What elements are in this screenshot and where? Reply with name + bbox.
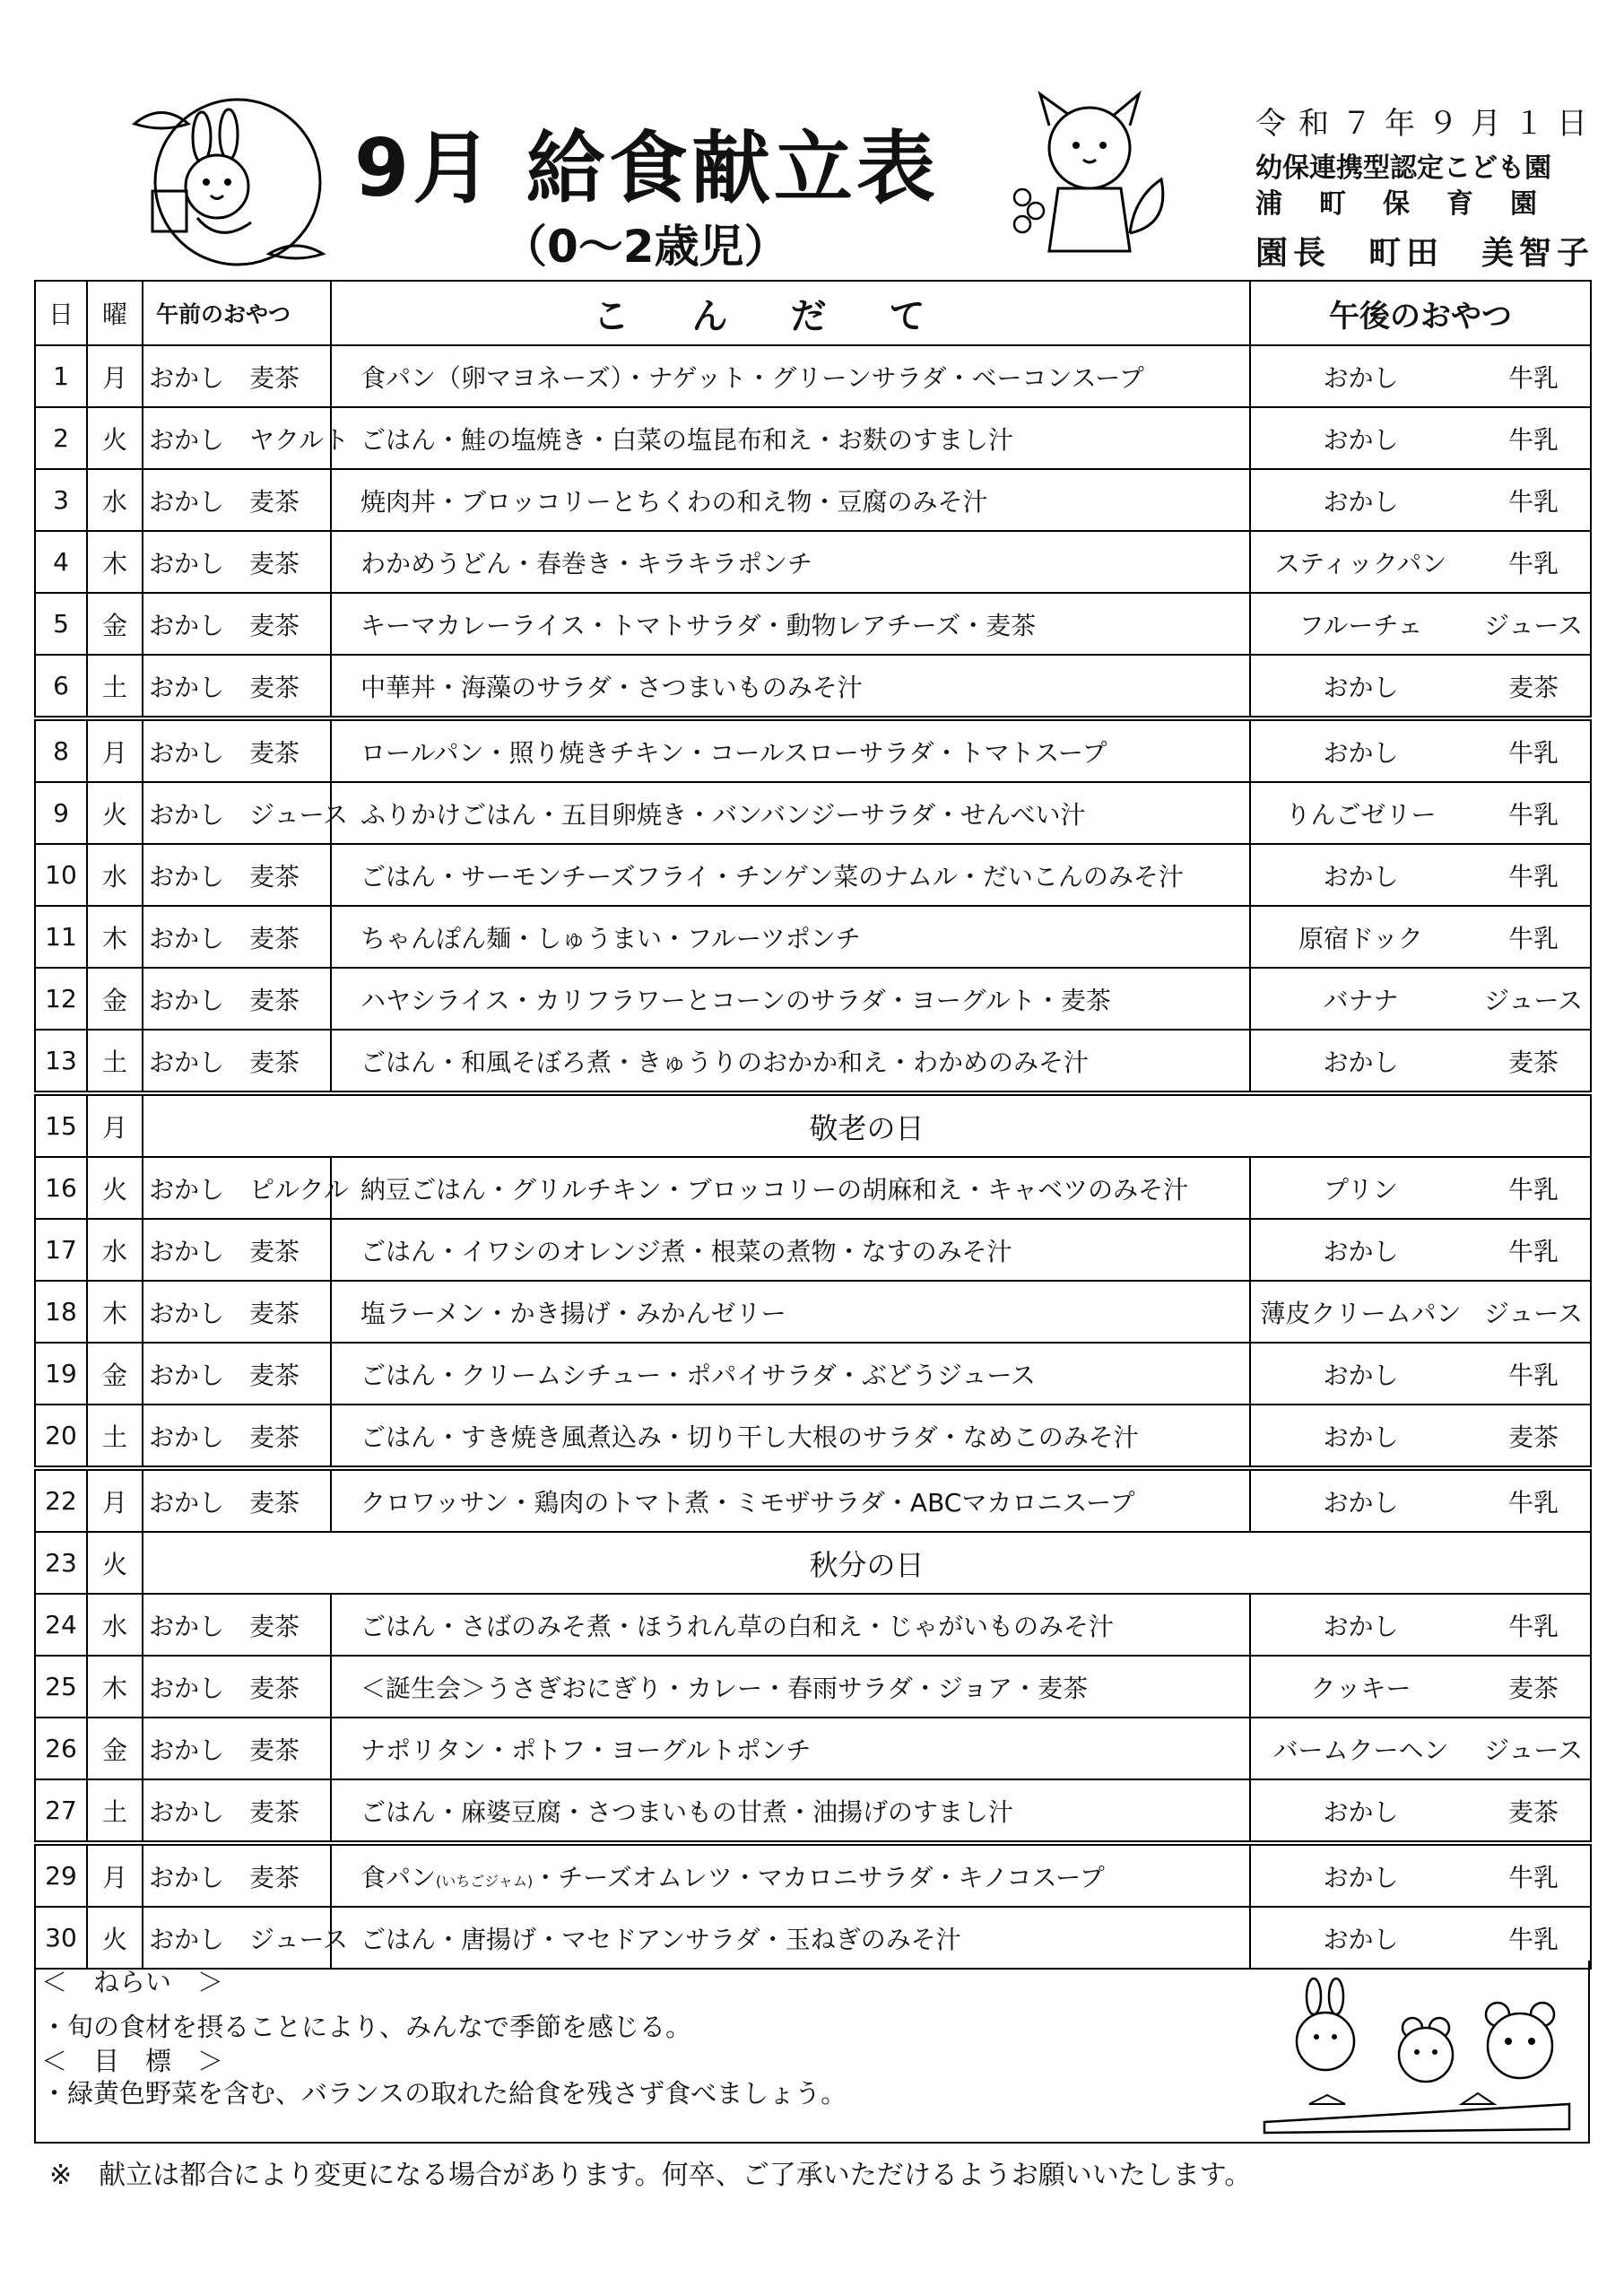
weekday-cell: 土 <box>87 1405 143 1468</box>
pm-snack-drink: ジュース <box>1483 1735 1584 1765</box>
am-snack-food: おかし <box>149 1735 225 1765</box>
director-name: 園長 町田 美智子 <box>1255 235 1595 272</box>
am-snack-cell <box>143 844 331 906</box>
am-snack-drink: 麦茶 <box>249 1673 300 1703</box>
weekday-cell: 火 <box>87 1532 143 1594</box>
pm-snack-cell <box>1250 1468 1591 1532</box>
pm-snack-cell <box>1250 1718 1591 1779</box>
pm-snack-cell <box>1250 655 1591 718</box>
pm-snack-drink: 牛乳 <box>1507 1236 1559 1266</box>
menu-row <box>35 1157 1591 1219</box>
menu-cell <box>331 407 1250 469</box>
weekday-cell: 月 <box>87 1843 143 1907</box>
weekday-cell: 火 <box>87 407 143 469</box>
pm-snack-food: フルーチェ <box>1298 610 1423 640</box>
pm-snack-food: 薄皮クリームパン <box>1260 1298 1462 1328</box>
day-cell: 17 <box>35 1219 87 1281</box>
menu-items: 食パン（卵マヨネーズ）・ナゲット・グリーンサラダ・ベーコンスープ <box>360 362 1144 393</box>
am-snack-drink: ヤクルト <box>249 424 350 455</box>
day-cell: 1 <box>35 345 87 407</box>
pm-snack-cell <box>1250 1219 1591 1281</box>
menu-items: ・チーズオムレツ・マカロニサラダ・キノコスープ <box>533 1862 1105 1892</box>
weekday-cell: 月 <box>87 1468 143 1532</box>
holiday-name: 秋分の日 <box>143 1532 1591 1594</box>
menu-row <box>35 968 1591 1030</box>
disclaimer-footer: ※ 献立は都合により変更になる場合があります。何卒、ご了承いただけるようお願いいたします。 <box>49 2160 1252 2191</box>
menu-cell <box>331 1030 1250 1093</box>
am-snack-cell <box>143 718 331 782</box>
day-cell: 25 <box>35 1656 87 1718</box>
pm-snack-cell <box>1250 407 1591 469</box>
am-snack-food: おかし <box>149 424 225 455</box>
menu-cell <box>331 844 1250 906</box>
menu-cell <box>331 469 1250 531</box>
menu-items: ごはん・和風そぼろ煮・きゅうりのおかか和え・わかめのみそ汁 <box>360 1047 1090 1077</box>
pm-snack-drink: 牛乳 <box>1507 362 1559 393</box>
menu-items: ごはん・すき焼き風煮込み・切り干し大根のサラダ・なめこのみそ汁 <box>360 1422 1139 1452</box>
pm-snack-food: おかし <box>1323 1611 1399 1641</box>
am-snack-cell <box>143 1779 331 1843</box>
pm-snack-cell <box>1250 968 1591 1030</box>
menu-cell <box>331 1281 1250 1343</box>
am-snack-drink: 麦茶 <box>249 486 300 517</box>
am-snack-drink: 麦茶 <box>249 1796 300 1827</box>
am-snack-food: おかし <box>149 1487 225 1518</box>
pm-snack-food: おかし <box>1323 1862 1399 1892</box>
menu-row <box>35 1468 1591 1532</box>
day-cell: 4 <box>35 531 87 593</box>
pm-snack-food: プリン <box>1324 1174 1398 1205</box>
menu-row <box>35 906 1591 968</box>
am-snack-drink: 麦茶 <box>249 1611 300 1641</box>
am-snack-drink: 麦茶 <box>249 1487 300 1518</box>
am-snack-drink: 麦茶 <box>249 1298 300 1328</box>
menu-items: キーマカレーライス・トマトサラダ・動物レアチーズ・麦茶 <box>360 610 1037 640</box>
holiday-row <box>35 1532 1591 1594</box>
pm-snack-drink: ジュース <box>1483 1298 1584 1328</box>
fox-mascot-illustration <box>995 90 1175 278</box>
day-cell: 16 <box>35 1157 87 1219</box>
day-cell: 23 <box>35 1532 87 1594</box>
am-snack-food: おかし <box>149 1360 225 1390</box>
menu-cell <box>331 1843 1250 1907</box>
am-snack-cell <box>143 531 331 593</box>
am-snack-drink: 麦茶 <box>249 1735 300 1765</box>
am-snack-cell <box>143 1656 331 1718</box>
weekday-cell: 土 <box>87 1779 143 1843</box>
menu-cell <box>331 1468 1250 1532</box>
holiday-name: 敬老の日 <box>143 1093 1591 1157</box>
menu-cell <box>331 1343 1250 1405</box>
am-snack-drink: 麦茶 <box>249 610 300 640</box>
menu-cell <box>331 1907 1250 1969</box>
menu-row <box>35 782 1591 844</box>
am-snack-cell <box>143 1468 331 1532</box>
menu-cell <box>331 1718 1250 1779</box>
pm-snack-drink: 麦茶 <box>1507 1047 1559 1077</box>
pm-snack-cell <box>1250 1030 1591 1093</box>
am-snack-cell <box>143 1219 331 1281</box>
am-snack-food: おかし <box>149 923 225 953</box>
menu-row <box>35 1779 1591 1843</box>
pm-snack-food: おかし <box>1323 424 1399 455</box>
organization-type: 幼保連携型認定こども園 <box>1255 152 1551 184</box>
am-snack-cell <box>143 1281 331 1343</box>
menu-cell <box>331 1779 1250 1843</box>
menu-items: ごはん・鮭の塩焼き・白菜の塩昆布和え・お麩のすまし汁 <box>360 424 1014 455</box>
am-snack-food: おかし <box>149 1298 225 1328</box>
am-snack-cell <box>143 655 331 718</box>
pm-snack-drink: 牛乳 <box>1507 548 1559 578</box>
day-cell: 2 <box>35 407 87 469</box>
aim-text: ・旬の食材を摂ることにより、みんなで季節を感じる。 <box>41 2012 692 2042</box>
day-cell: 10 <box>35 844 87 906</box>
menu-row <box>35 1219 1591 1281</box>
menu-cell <box>331 1405 1250 1468</box>
day-cell: 6 <box>35 655 87 718</box>
pm-snack-drink: 牛乳 <box>1507 486 1559 517</box>
weekday-cell: 木 <box>87 1281 143 1343</box>
pm-snack-drink: ジュース <box>1483 610 1584 640</box>
weekday-cell: 水 <box>87 844 143 906</box>
day-cell: 15 <box>35 1093 87 1157</box>
pm-snack-cell <box>1250 345 1591 407</box>
goal-heading: ＜ 目 標 ＞ <box>41 2046 224 2076</box>
pm-snack-food: おかし <box>1323 1796 1399 1827</box>
pm-snack-cell <box>1250 1907 1591 1969</box>
pm-snack-cell <box>1250 1281 1591 1343</box>
day-cell: 11 <box>35 906 87 968</box>
pm-snack-drink: 麦茶 <box>1507 1422 1559 1452</box>
am-snack-drink: ジュース <box>249 1924 349 1954</box>
am-snack-drink: 麦茶 <box>249 923 300 953</box>
pm-snack-food: おかし <box>1323 1487 1399 1518</box>
menu-row <box>35 844 1591 906</box>
col-header-am-snack: 午前のおやつ <box>143 281 331 345</box>
day-cell: 3 <box>35 469 87 531</box>
pm-snack-food: スティックパン <box>1274 548 1447 578</box>
pm-snack-drink: 麦茶 <box>1507 672 1559 702</box>
aim-heading: ＜ ねらい ＞ <box>41 1967 224 1997</box>
am-snack-drink: 麦茶 <box>249 737 300 768</box>
day-cell: 30 <box>35 1907 87 1969</box>
weekday-cell: 土 <box>87 1030 143 1093</box>
am-snack-cell <box>143 469 331 531</box>
day-cell: 19 <box>35 1343 87 1405</box>
weekday-cell: 木 <box>87 1656 143 1718</box>
menu-items: 焼肉丼・ブロッコリーとちくわの和え物・豆腐のみそ汁 <box>360 486 988 517</box>
pm-snack-cell <box>1250 1594 1591 1656</box>
col-header-day: 日 <box>35 281 87 345</box>
menu-row <box>35 407 1591 469</box>
weekday-cell: 火 <box>87 1157 143 1219</box>
am-snack-food: おかし <box>149 486 225 517</box>
am-snack-drink: 麦茶 <box>249 861 300 891</box>
day-cell: 20 <box>35 1405 87 1468</box>
goal-text: ・緑黄色野菜を含む、バランスの取れた給食を残さず食べましょう。 <box>41 2078 847 2109</box>
day-cell: 29 <box>35 1843 87 1907</box>
am-snack-cell <box>143 1030 331 1093</box>
am-snack-food: おかし <box>149 672 225 702</box>
weekday-cell: 金 <box>87 968 143 1030</box>
am-snack-food: おかし <box>149 1924 225 1954</box>
am-snack-cell <box>143 407 350 469</box>
menu-cell <box>331 1594 1250 1656</box>
am-snack-food: おかし <box>149 737 225 768</box>
am-snack-drink: 麦茶 <box>249 985 300 1015</box>
am-snack-cell <box>143 906 331 968</box>
menu-items: ごはん・イワシのオレンジ煮・根菜の煮物・なすのみそ汁 <box>360 1236 1012 1266</box>
am-snack-cell <box>143 1843 331 1907</box>
am-snack-cell <box>143 345 331 407</box>
pm-snack-cell <box>1250 593 1591 655</box>
pm-snack-cell <box>1250 1779 1591 1843</box>
menu-items: ごはん・麻婆豆腐・さつまいもの甘煮・油揚げのすまし汁 <box>360 1796 1014 1827</box>
weekday-cell: 水 <box>87 1219 143 1281</box>
menu-items: わかめうどん・春巻き・キラキラポンチ <box>360 548 813 578</box>
menu-row <box>35 1656 1591 1718</box>
menu-cell <box>331 782 1250 844</box>
am-snack-drink: ピルクル <box>249 1174 349 1205</box>
menu-items: ＜誕生会＞うさぎおにぎり・カレー・春雨サラダ・ジョア・麦茶 <box>360 1673 1089 1703</box>
menu-items: ロールパン・照り焼きチキン・コールスローサラダ・トマトスープ <box>360 737 1107 768</box>
pm-snack-cell <box>1250 844 1591 906</box>
pm-snack-drink: 牛乳 <box>1507 799 1559 830</box>
menu-row <box>35 345 1591 407</box>
am-snack-drink: 麦茶 <box>249 672 300 702</box>
menu-items: ふりかけごはん・五目卵焼き・バンバンジーサラダ・せんべい汁 <box>360 799 1086 830</box>
pm-snack-food: おかし <box>1323 1047 1399 1077</box>
menu-items: ナポリタン・ポトフ・ヨーグルトポンチ <box>360 1735 812 1765</box>
menu-row <box>35 718 1591 782</box>
pm-snack-cell <box>1250 718 1591 782</box>
am-snack-food: おかし <box>149 985 225 1015</box>
pm-snack-food: おかし <box>1323 1360 1399 1390</box>
am-snack-food: おかし <box>149 1174 225 1205</box>
organization-name: 浦町保育園 <box>1255 188 1574 220</box>
menu-cell <box>331 968 1250 1030</box>
am-snack-food: おかし <box>149 1047 225 1077</box>
menu-cell <box>331 1219 1250 1281</box>
am-snack-food: おかし <box>149 1236 225 1266</box>
pm-snack-drink: 牛乳 <box>1507 1862 1559 1892</box>
pm-snack-drink: 牛乳 <box>1507 1360 1559 1390</box>
rabbit-mascot-illustration <box>117 97 345 285</box>
table-header-row <box>35 281 1591 345</box>
issuer-block <box>1255 99 1600 274</box>
col-header-pm-snack: 午後のおやつ <box>1250 281 1591 345</box>
menu-items: ごはん・サーモンチーズフライ・チンゲン菜のナムル・だいこんのみそ汁 <box>360 861 1184 891</box>
pm-snack-cell <box>1250 531 1591 593</box>
pm-snack-cell <box>1250 1157 1591 1219</box>
weekday-cell: 火 <box>87 1907 143 1969</box>
pm-snack-cell <box>1250 1405 1591 1468</box>
pm-snack-food: おかし <box>1323 1924 1399 1954</box>
am-snack-cell <box>143 1157 349 1219</box>
am-snack-cell <box>143 968 331 1030</box>
menu-row <box>35 1843 1591 1907</box>
am-snack-food: おかし <box>149 1796 225 1827</box>
am-snack-food: おかし <box>149 1611 225 1641</box>
am-snack-drink: 麦茶 <box>249 1862 300 1892</box>
pm-snack-food: りんごゼリー <box>1285 799 1437 830</box>
pm-snack-food: バナナ <box>1323 985 1399 1015</box>
pm-snack-drink: 牛乳 <box>1507 861 1559 891</box>
day-cell: 13 <box>35 1030 87 1093</box>
col-header-weekday: 曜 <box>87 281 143 345</box>
menu-row <box>35 1405 1591 1468</box>
menu-table <box>34 280 1592 1970</box>
menu-cell <box>331 906 1250 968</box>
pm-snack-cell <box>1250 469 1591 531</box>
menu-cell <box>331 531 1250 593</box>
menu-row <box>35 1718 1591 1779</box>
menu-cell <box>331 1157 1250 1219</box>
weekday-cell: 金 <box>87 593 143 655</box>
menu-cell <box>331 655 1250 718</box>
pm-snack-cell <box>1250 782 1591 844</box>
am-snack-cell <box>143 782 349 844</box>
pm-snack-drink: 牛乳 <box>1507 1487 1559 1518</box>
am-snack-food: おかし <box>149 1862 225 1892</box>
menu-cell <box>331 593 1250 655</box>
weekday-cell: 火 <box>87 782 143 844</box>
am-snack-drink: 麦茶 <box>249 548 300 578</box>
pm-snack-food: おかし <box>1323 486 1399 517</box>
pm-snack-food: おかし <box>1323 737 1399 768</box>
weekday-cell: 水 <box>87 469 143 531</box>
pm-snack-cell <box>1250 1343 1591 1405</box>
pm-snack-drink: 牛乳 <box>1507 737 1559 768</box>
day-cell: 18 <box>35 1281 87 1343</box>
am-snack-cell <box>143 1343 331 1405</box>
holiday-row <box>35 1093 1591 1157</box>
menu-items: ごはん・クリームシチュー・ポパイサラダ・ぶどうジュース <box>360 1360 1036 1390</box>
menu-row <box>35 1281 1591 1343</box>
day-cell: 27 <box>35 1779 87 1843</box>
pm-snack-food: クッキー <box>1310 1673 1411 1703</box>
day-cell: 26 <box>35 1718 87 1779</box>
menu-items: ちゃんぽん麺・しゅうまい・フルーツポンチ <box>360 923 861 953</box>
menu-row <box>35 593 1591 655</box>
pm-snack-drink: 牛乳 <box>1507 1611 1559 1641</box>
menu-item-lead: 食パン <box>360 1862 437 1892</box>
pm-snack-cell <box>1250 906 1591 968</box>
pm-snack-cell <box>1250 1656 1591 1718</box>
pm-snack-food: おかし <box>1323 861 1399 891</box>
am-snack-drink: 麦茶 <box>249 1422 300 1452</box>
am-snack-food: おかし <box>149 610 225 640</box>
day-cell: 8 <box>35 718 87 782</box>
pm-snack-drink: ジュース <box>1483 985 1584 1015</box>
day-cell: 9 <box>35 782 87 844</box>
pm-snack-drink: 麦茶 <box>1507 1673 1559 1703</box>
day-cell: 24 <box>35 1594 87 1656</box>
menu-row <box>35 1907 1591 1969</box>
am-snack-food: おかし <box>149 1422 225 1452</box>
pm-snack-food: 原宿ドック <box>1298 923 1423 953</box>
menu-items: ハヤシライス・カリフラワーとコーンのサラダ・ヨーグルト・麦茶 <box>360 985 1111 1015</box>
weekday-cell: 月 <box>87 718 143 782</box>
weekday-cell: 木 <box>87 906 143 968</box>
am-snack-cell <box>143 1718 331 1779</box>
menu-items: クロワッサン・鶏肉のトマト煮・ミモザサラダ・ABCマカロニスープ <box>360 1487 1135 1518</box>
menu-cell <box>331 718 1250 782</box>
weekday-cell: 月 <box>87 1093 143 1157</box>
am-snack-cell <box>143 593 331 655</box>
am-snack-cell <box>143 1405 331 1468</box>
am-snack-food: おかし <box>149 861 225 891</box>
am-snack-drink: 麦茶 <box>249 362 300 393</box>
menu-row <box>35 1030 1591 1093</box>
pm-snack-drink: 牛乳 <box>1507 424 1559 455</box>
pm-snack-food: バームクーヘン <box>1272 1735 1449 1765</box>
am-snack-drink: 麦茶 <box>249 1047 300 1077</box>
weekday-cell: 木 <box>87 531 143 593</box>
col-header-menu: こんだて <box>331 281 1250 345</box>
menu-items: 納豆ごはん・グリルチキン・ブロッコリーの胡麻和え・キャベツのみそ汁 <box>360 1174 1189 1205</box>
pm-snack-food: おかし <box>1323 1236 1399 1266</box>
weekday-cell: 月 <box>87 345 143 407</box>
animals-picnic-illustration <box>1255 1979 1578 2135</box>
am-snack-drink: ジュース <box>249 799 349 830</box>
weekday-cell: 金 <box>87 1343 143 1405</box>
pm-snack-food: おかし <box>1323 1422 1399 1452</box>
day-cell: 22 <box>35 1468 87 1532</box>
notes-section <box>34 1961 1590 2144</box>
am-snack-food: おかし <box>149 362 225 393</box>
menu-row <box>35 1594 1591 1656</box>
menu-items: ごはん・唐揚げ・マセドアンサラダ・玉ねぎのみそ汁 <box>360 1924 961 1954</box>
day-cell: 5 <box>35 593 87 655</box>
am-snack-cell <box>143 1907 349 1969</box>
menu-cell <box>331 1656 1250 1718</box>
am-snack-food: おかし <box>149 548 225 578</box>
menu-row <box>35 531 1591 593</box>
day-cell: 12 <box>35 968 87 1030</box>
am-snack-cell <box>143 1594 331 1656</box>
menu-items: ごはん・さばのみそ煮・ほうれん草の白和え・じゃがいものみそ汁 <box>360 1611 1115 1641</box>
am-snack-drink: 麦茶 <box>249 1236 300 1266</box>
pm-snack-drink: 牛乳 <box>1507 1924 1559 1954</box>
menu-row <box>35 1343 1591 1405</box>
menu-items: 中華丼・海藻のサラダ・さつまいものみそ汁 <box>360 672 863 702</box>
pm-snack-drink: 麦茶 <box>1507 1796 1559 1827</box>
pm-snack-food: おかし <box>1323 362 1399 393</box>
am-snack-food: おかし <box>149 1673 225 1703</box>
menu-row <box>35 655 1591 718</box>
menu-items: 塩ラーメン・かき揚げ・みかんゼリー <box>360 1298 786 1328</box>
menu-cell <box>331 345 1250 407</box>
weekday-cell: 土 <box>87 655 143 718</box>
am-snack-food: おかし <box>149 799 225 830</box>
weekday-cell: 金 <box>87 1718 143 1779</box>
pm-snack-drink: 牛乳 <box>1507 923 1559 953</box>
menu-row <box>35 469 1591 531</box>
issue-date: 令和７年９月１日 <box>1255 106 1600 142</box>
am-snack-drink: 麦茶 <box>249 1360 300 1390</box>
pm-snack-food: おかし <box>1323 672 1399 702</box>
pm-snack-drink: 牛乳 <box>1507 1174 1559 1205</box>
pm-snack-cell <box>1250 1843 1591 1907</box>
menu-item-note: (いちごジャム) <box>436 1872 534 1890</box>
page-title: 9月 給食献立表 <box>354 122 939 214</box>
age-group-subtitle: （0～2歳児） <box>502 221 789 273</box>
weekday-cell: 水 <box>87 1594 143 1656</box>
